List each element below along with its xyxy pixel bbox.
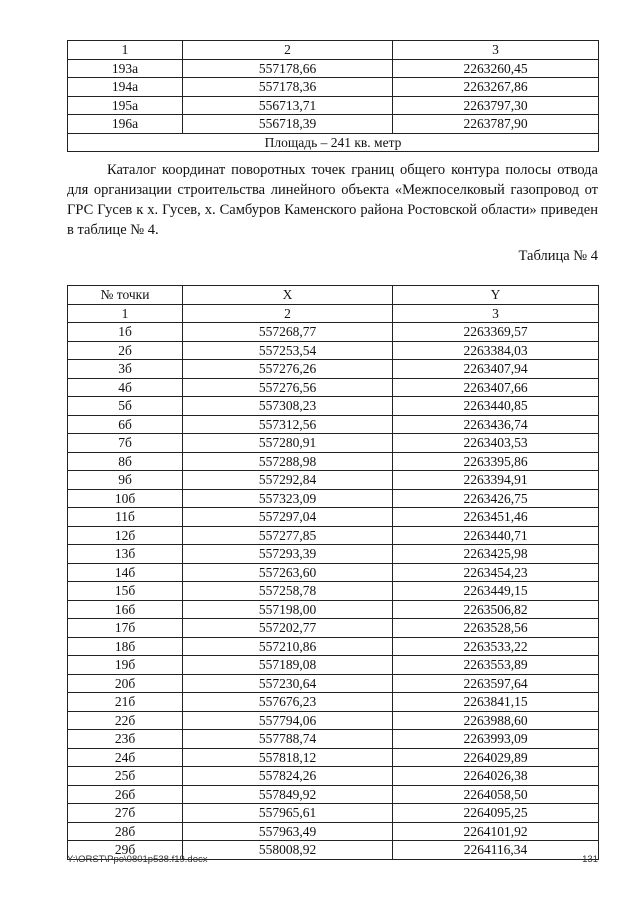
x-coordinate-cell: 557293,39	[183, 545, 393, 564]
table-row	[68, 656, 599, 675]
x-coordinate-cell: 558008,92	[183, 841, 393, 860]
point-number-cell: 27б	[68, 804, 183, 823]
x-coordinate-cell: 557818,12	[183, 748, 393, 767]
point-number-cell: 25б	[68, 767, 183, 786]
x-coordinate-cell: 557230,64	[183, 674, 393, 693]
x-coordinate-cell: 557178,66	[183, 59, 393, 78]
x-coordinate-cell: 557297,04	[183, 508, 393, 527]
point-number-cell: 17б	[68, 619, 183, 638]
point-number-cell: 28б	[68, 822, 183, 841]
header-y: Y	[393, 286, 599, 305]
table-row	[68, 545, 599, 564]
table-row	[68, 434, 599, 453]
point-number-cell: 15б	[68, 582, 183, 601]
x-coordinate-cell: 557676,23	[183, 693, 393, 712]
table-header	[68, 286, 599, 323]
table-row	[68, 508, 599, 527]
header-point-number: № точки	[68, 286, 183, 305]
coordinates-table-continued-body	[68, 41, 599, 152]
y-coordinate-cell: 2264116,34	[393, 841, 599, 860]
footer-file-path: Y:\ORST\Ppo\0801p538.f19.docx	[67, 854, 208, 865]
table-row	[68, 563, 599, 582]
point-number-cell: 8б	[68, 452, 183, 471]
y-coordinate-cell: 2263506,82	[393, 600, 599, 619]
point-number-cell: 2б	[68, 341, 183, 360]
y-coordinate-cell: 2263449,15	[393, 582, 599, 601]
column-number-cell: 3	[393, 304, 599, 323]
x-coordinate-cell: 557210,86	[183, 637, 393, 656]
x-coordinate-cell: 557788,74	[183, 730, 393, 749]
table-row	[68, 785, 599, 804]
y-coordinate-cell: 2263533,22	[393, 637, 599, 656]
y-coordinate-cell: 2263407,66	[393, 378, 599, 397]
table-row	[68, 767, 599, 786]
y-coordinate-cell: 2263553,89	[393, 656, 599, 675]
table-row	[68, 115, 599, 134]
point-number-cell: 1б	[68, 323, 183, 342]
column-number-cell: 2	[183, 304, 393, 323]
table-row	[68, 711, 599, 730]
x-coordinate-cell: 557263,60	[183, 563, 393, 582]
point-number-cell: 14б	[68, 563, 183, 582]
point-number-cell: 4б	[68, 378, 183, 397]
table-4-body	[68, 323, 599, 860]
y-coordinate-cell: 2263797,30	[393, 96, 599, 115]
point-number-cell: 23б	[68, 730, 183, 749]
column-number-cell: 2	[183, 41, 393, 60]
table-row	[68, 341, 599, 360]
y-coordinate-cell: 2264058,50	[393, 785, 599, 804]
x-coordinate-cell: 557258,78	[183, 582, 393, 601]
table-caption: Таблица № 4	[518, 248, 598, 264]
table-row	[68, 323, 599, 342]
x-coordinate-cell: 557277,85	[183, 526, 393, 545]
column-number-cell: 1	[68, 304, 183, 323]
y-coordinate-cell: 2263267,86	[393, 78, 599, 97]
y-coordinate-cell: 2263528,56	[393, 619, 599, 638]
table-row	[68, 378, 599, 397]
y-coordinate-cell: 2263451,46	[393, 508, 599, 527]
x-coordinate-cell: 557253,54	[183, 341, 393, 360]
header-x: X	[183, 286, 393, 305]
table-row	[68, 822, 599, 841]
y-coordinate-cell: 2263454,23	[393, 563, 599, 582]
column-number-row	[68, 41, 599, 60]
table-row	[68, 59, 599, 78]
catalog-paragraph: Каталог координат поворотных точек границ общего контура полосы отвода для организации строительства линейного объекта «Межпоселковый газопровод от ГРС Гусев к х. Гусев, х. Самбуров Каменского района Ростовской области» приведен в таблице № 4.	[67, 162, 598, 238]
column-number-cell: 1	[68, 41, 183, 60]
point-number-cell: 13б	[68, 545, 183, 564]
header-row	[68, 286, 599, 305]
x-coordinate-cell: 557312,56	[183, 415, 393, 434]
table-row	[68, 730, 599, 749]
table-row	[68, 415, 599, 434]
y-coordinate-cell: 2263787,90	[393, 115, 599, 134]
table-row	[68, 452, 599, 471]
column-number-cell: 3	[393, 41, 599, 60]
point-number-cell: 193а	[68, 59, 183, 78]
table-row	[68, 471, 599, 490]
x-coordinate-cell: 557189,08	[183, 656, 393, 675]
table-row	[68, 78, 599, 97]
page-number: 131	[582, 854, 598, 865]
point-number-cell: 3б	[68, 360, 183, 379]
x-coordinate-cell: 557965,61	[183, 804, 393, 823]
y-coordinate-cell: 2263988,60	[393, 711, 599, 730]
y-coordinate-cell: 2263597,64	[393, 674, 599, 693]
table-row	[68, 397, 599, 416]
point-number-cell: 19б	[68, 656, 183, 675]
x-coordinate-cell: 557268,77	[183, 323, 393, 342]
table-row	[68, 600, 599, 619]
x-coordinate-cell: 556713,71	[183, 96, 393, 115]
y-coordinate-cell: 2263394,91	[393, 471, 599, 490]
x-coordinate-cell: 557178,36	[183, 78, 393, 97]
point-number-cell: 11б	[68, 508, 183, 527]
table-row	[68, 637, 599, 656]
y-coordinate-cell: 2263841,15	[393, 693, 599, 712]
y-coordinate-cell: 2263395,86	[393, 452, 599, 471]
point-number-cell: 29б	[68, 841, 183, 860]
y-coordinate-cell: 2264029,89	[393, 748, 599, 767]
y-coordinate-cell: 2263407,94	[393, 360, 599, 379]
x-coordinate-cell: 557288,98	[183, 452, 393, 471]
table-row	[68, 674, 599, 693]
table-row	[68, 360, 599, 379]
point-number-cell: 21б	[68, 693, 183, 712]
y-coordinate-cell: 2263425,98	[393, 545, 599, 564]
x-coordinate-cell: 556718,39	[183, 115, 393, 134]
table-row	[68, 804, 599, 823]
table-row	[68, 582, 599, 601]
point-number-cell: 10б	[68, 489, 183, 508]
table-row	[68, 526, 599, 545]
table-row	[68, 693, 599, 712]
point-number-cell: 20б	[68, 674, 183, 693]
y-coordinate-cell: 2263260,45	[393, 59, 599, 78]
table-row	[68, 96, 599, 115]
y-coordinate-cell: 2264095,25	[393, 804, 599, 823]
x-coordinate-cell: 557323,09	[183, 489, 393, 508]
point-number-cell: 194а	[68, 78, 183, 97]
table-row	[68, 489, 599, 508]
x-coordinate-cell: 557963,49	[183, 822, 393, 841]
y-coordinate-cell: 2263440,85	[393, 397, 599, 416]
point-number-cell: 18б	[68, 637, 183, 656]
x-coordinate-cell: 557824,26	[183, 767, 393, 786]
area-row	[68, 133, 599, 152]
x-coordinate-cell: 557276,56	[183, 378, 393, 397]
x-coordinate-cell: 557276,26	[183, 360, 393, 379]
point-number-cell: 5б	[68, 397, 183, 416]
y-coordinate-cell: 2263369,57	[393, 323, 599, 342]
point-number-cell: 7б	[68, 434, 183, 453]
point-number-cell: 26б	[68, 785, 183, 804]
y-coordinate-cell: 2264026,38	[393, 767, 599, 786]
x-coordinate-cell: 557202,77	[183, 619, 393, 638]
table-row	[68, 748, 599, 767]
y-coordinate-cell: 2263384,03	[393, 341, 599, 360]
x-coordinate-cell: 557198,00	[183, 600, 393, 619]
y-coordinate-cell: 2263436,74	[393, 415, 599, 434]
x-coordinate-cell: 557794,06	[183, 711, 393, 730]
y-coordinate-cell: 2263426,75	[393, 489, 599, 508]
column-number-row	[68, 304, 599, 323]
point-number-cell: 9б	[68, 471, 183, 490]
y-coordinate-cell: 2263993,09	[393, 730, 599, 749]
area-note: Площадь – 241 кв. метр	[68, 133, 599, 152]
table-row	[68, 619, 599, 638]
x-coordinate-cell: 557849,92	[183, 785, 393, 804]
point-number-cell: 196а	[68, 115, 183, 134]
point-number-cell: 12б	[68, 526, 183, 545]
point-number-cell: 195а	[68, 96, 183, 115]
coordinates-table-4	[67, 285, 599, 860]
point-number-cell: 16б	[68, 600, 183, 619]
y-coordinate-cell: 2264101,92	[393, 822, 599, 841]
coordinates-table-continued	[67, 40, 599, 152]
y-coordinate-cell: 2263440,71	[393, 526, 599, 545]
x-coordinate-cell: 557292,84	[183, 471, 393, 490]
point-number-cell: 6б	[68, 415, 183, 434]
y-coordinate-cell: 2263403,53	[393, 434, 599, 453]
x-coordinate-cell: 557308,23	[183, 397, 393, 416]
point-number-cell: 24б	[68, 748, 183, 767]
point-number-cell: 22б	[68, 711, 183, 730]
x-coordinate-cell: 557280,91	[183, 434, 393, 453]
